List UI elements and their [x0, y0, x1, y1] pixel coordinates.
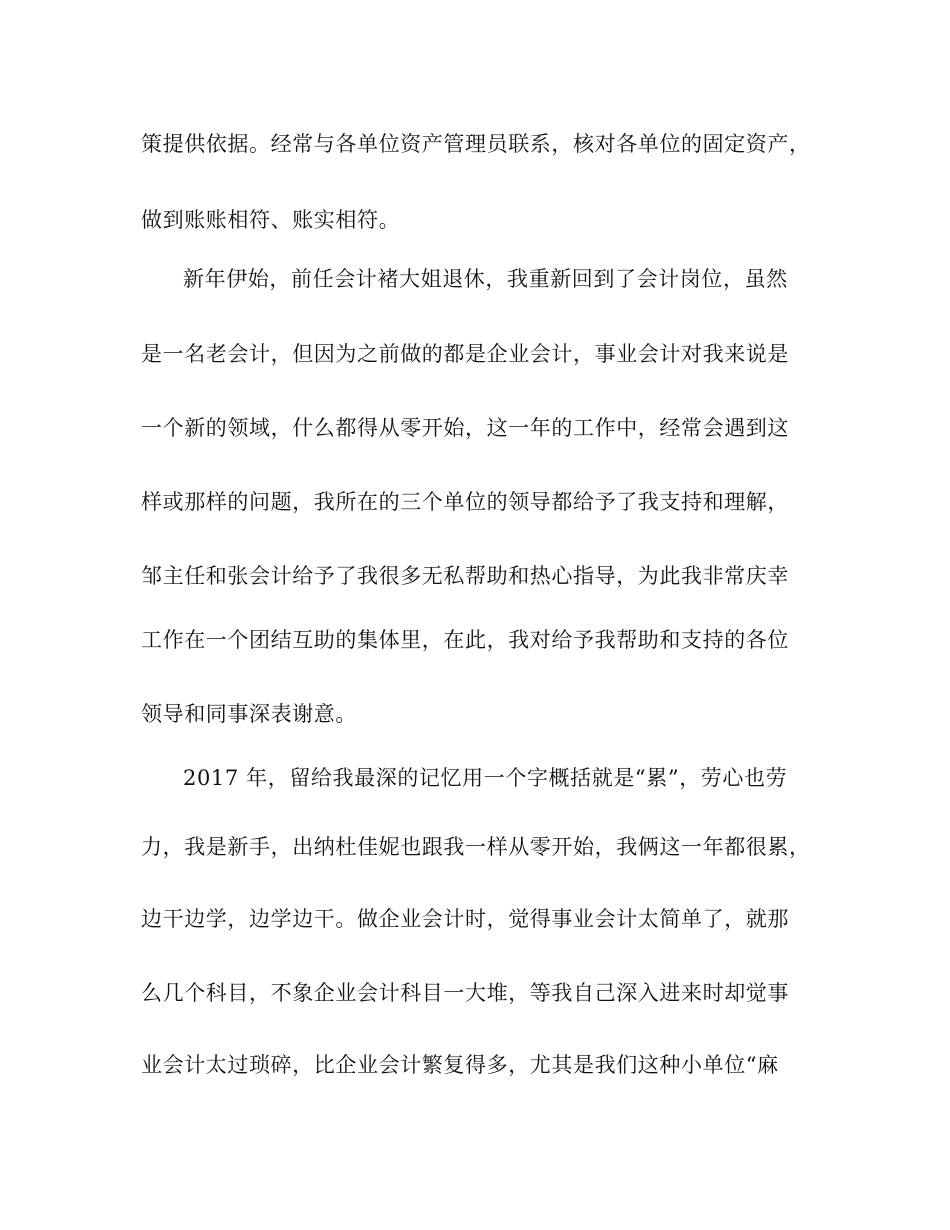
- text-line: 边干边学，边学边干。做企业会计时，觉得事业会计太简单了，就那: [141, 907, 789, 931]
- paragraph-start-line: 新年伊始，前任会计褚大姐退休，我重新回到了会计岗位，虽然: [183, 267, 788, 291]
- text-line: 样或那样的问题，我所在的三个单位的领导都给予了我支持和理解，: [141, 490, 789, 514]
- text-line: 策提供依据。经常与各单位资产管理员联系，核对各单位的固定资产，: [141, 132, 811, 156]
- text-line: 工作在一个团结互助的集体里，在此，我对给予我帮助和支持的各位: [141, 628, 789, 652]
- text-line: 邹主任和张会计给予了我很多无私帮助和热心指导，为此我非常庆幸: [141, 564, 789, 588]
- text-line: 领导和同事深表谢意。: [141, 702, 357, 726]
- text-line: 做到账账相符、账实相符。: [141, 208, 401, 232]
- text-line: 是一名老会计，但因为之前做的都是企业会计，事业会计对我来说是: [141, 342, 789, 366]
- text-line: 么几个科目，不象企业会计科目一大堆，等我自己深入进来时却觉事: [141, 981, 789, 1005]
- text-line: 一个新的领域，什么都得从零开始，这一年的工作中，经常会遇到这: [141, 416, 789, 440]
- paragraph-start-line: 2017 年，留给我最深的记忆用一个字概括就是“累”，劳心也劳: [183, 766, 788, 790]
- text-line: 力，我是新手，出纳杜佳妮也跟我一样从零开始，我俩这一年都很累，: [141, 835, 811, 859]
- text-line: 业会计太过琐碎，比企业会计繁复得多，尤其是我们这种小单位“麻: [141, 1053, 779, 1077]
